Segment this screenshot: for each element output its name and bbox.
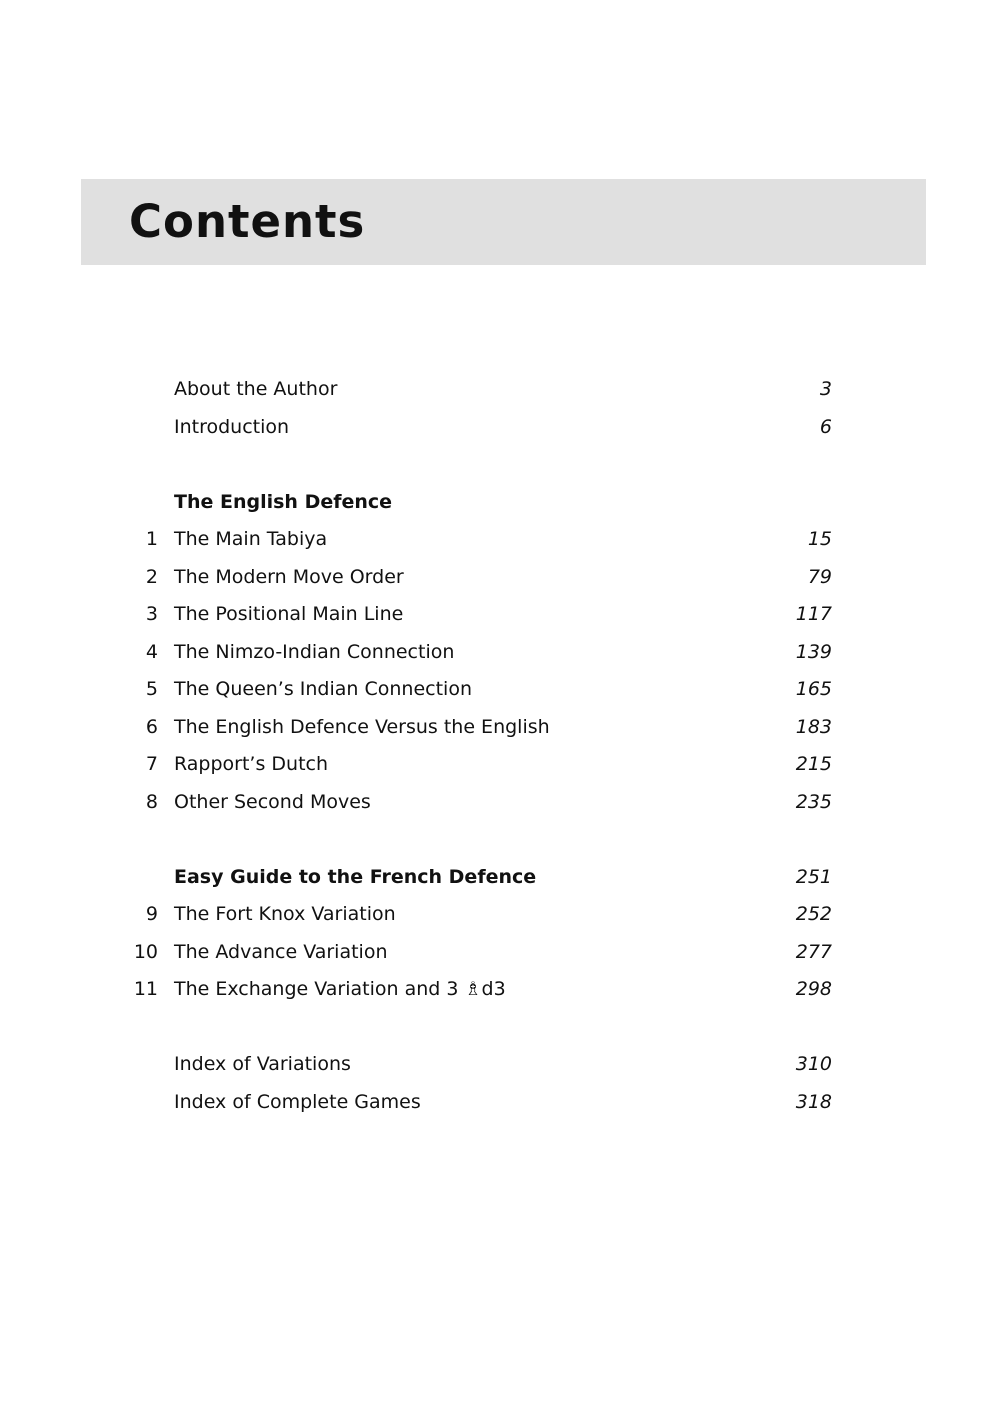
toc-entry-chapter-9[interactable]: [0, 896, 1000, 934]
toc-entry-page: 79: [807, 565, 832, 588]
toc-entry-page: 117: [795, 603, 832, 625]
toc-entry-page: 251: [795, 865, 832, 888]
toc-chapter-number: 3: [145, 603, 158, 625]
toc-chapter-number: 11: [133, 978, 158, 1000]
toc-entry-page: 139: [795, 640, 832, 663]
toc-entry-label: Index of Variations: [174, 1053, 351, 1075]
toc-entry-chapter-10[interactable]: [0, 934, 1000, 972]
toc-entry-label: The Nimzo-Indian Connection: [174, 640, 455, 663]
toc-entry-label: The Positional Main Line: [174, 603, 404, 625]
toc-entry-page: 298: [795, 978, 832, 1000]
title-band: [81, 179, 926, 265]
toc-entry-chapter-11[interactable]: [0, 971, 1000, 1009]
toc-entry-page: 252: [795, 903, 832, 925]
toc-entry-label: Index of Complete Games: [174, 1090, 421, 1113]
toc-entry-introduction[interactable]: [0, 409, 1000, 447]
toc-entry-label: The Advance Variation: [174, 940, 388, 963]
toc-chapter-number: 7: [145, 753, 158, 775]
toc-entry-label: Rapport’s Dutch: [174, 753, 329, 775]
toc-chapter-number: 4: [145, 640, 158, 663]
toc-entry-chapter-2[interactable]: [0, 559, 1000, 597]
toc-entry-chapter-5[interactable]: [0, 671, 1000, 709]
toc-entry-label: The Fort Knox Variation: [174, 903, 396, 925]
toc-entry-page: 165: [795, 678, 832, 700]
toc-section-heading-english-defence: [0, 484, 1000, 522]
toc-entry-chapter-8[interactable]: [0, 784, 1000, 822]
toc-chapter-number: 8: [145, 790, 158, 813]
toc-entry-label: The Main Tabiya: [174, 528, 328, 550]
toc-entry-label: The English Defence Versus the English: [174, 715, 550, 738]
table-of-contents: [0, 371, 1000, 1121]
toc-entry-page: 277: [795, 940, 832, 963]
toc-entry-chapter-7[interactable]: [0, 746, 1000, 784]
toc-entry-chapter-3[interactable]: [0, 596, 1000, 634]
toc-entry-label: The Modern Move Order: [174, 565, 404, 588]
toc-entry-about-the-author[interactable]: [0, 371, 1000, 409]
toc-entry-page: 235: [795, 790, 832, 813]
toc-chapter-number: 5: [145, 678, 158, 700]
toc-entry-index-of-complete-games[interactable]: [0, 1084, 1000, 1122]
toc-entry-label: Introduction: [174, 415, 290, 438]
toc-entry-chapter-1[interactable]: [0, 521, 1000, 559]
toc-entry-page: 15: [807, 528, 832, 550]
toc-entry-page: 183: [795, 715, 832, 738]
toc-entry-page: 6: [819, 415, 832, 438]
toc-entry-page: 3: [819, 378, 832, 400]
toc-entry-page: 310: [795, 1053, 832, 1075]
toc-section-heading: The English Defence: [174, 490, 393, 513]
toc-chapter-number: 10: [133, 940, 158, 963]
toc-section-heading: Easy Guide to the French Defence: [174, 865, 537, 888]
toc-entry-index-of-variations[interactable]: [0, 1046, 1000, 1084]
toc-chapter-number: 2: [145, 565, 158, 588]
toc-entry-page: 318: [795, 1090, 832, 1113]
toc-entry-label: Other Second Moves: [174, 790, 371, 813]
toc-chapter-number: 9: [145, 903, 158, 925]
toc-entry-label: The Queen’s Indian Connection: [174, 678, 472, 700]
toc-entry-chapter-4[interactable]: [0, 634, 1000, 672]
toc-chapter-number: 1: [145, 528, 158, 550]
toc-entry-label: About the Author: [174, 378, 338, 400]
page-title: Contents: [129, 195, 366, 248]
toc-entry-page: 215: [795, 753, 832, 775]
toc-entry-label: The Exchange Variation and 3 ♗d3: [174, 978, 506, 1000]
toc-chapter-number: 6: [145, 715, 158, 738]
toc-entry-chapter-6[interactable]: [0, 709, 1000, 747]
toc-section-heading-french-defence[interactable]: [0, 859, 1000, 897]
